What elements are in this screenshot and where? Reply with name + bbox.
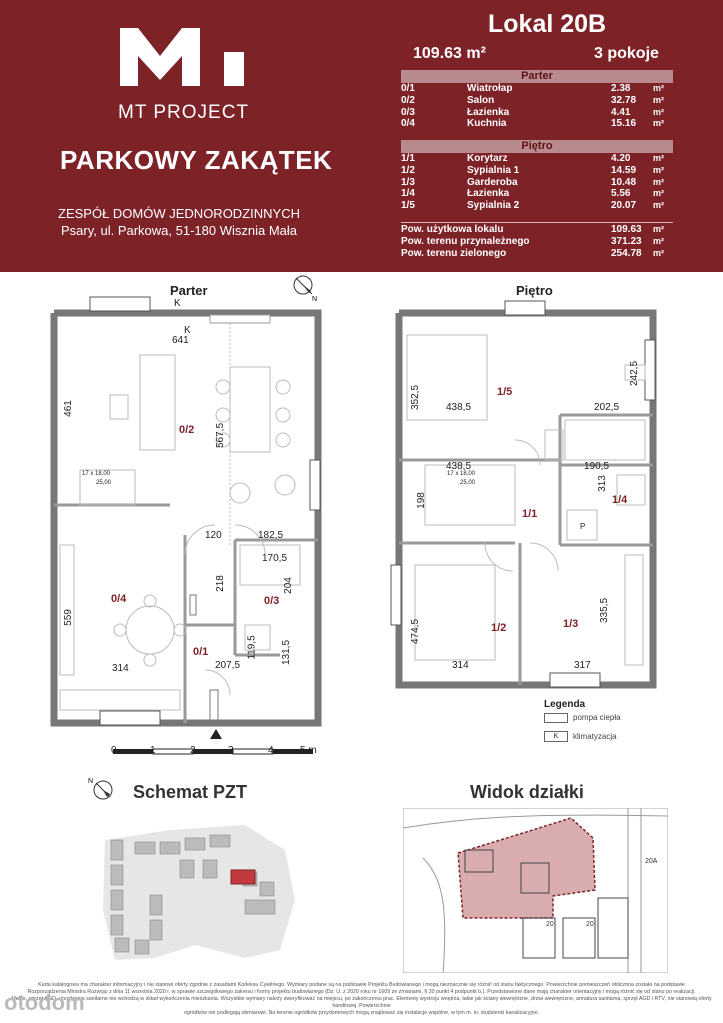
summary-value: 109.63 xyxy=(611,224,642,235)
legend-swatch-heat-pump xyxy=(544,713,568,723)
dim-pietro-317: 317 xyxy=(574,660,591,671)
scale-tick-5: 5 m xyxy=(300,745,317,756)
area-unit: m² xyxy=(653,224,664,234)
dim-parter-width: 641 xyxy=(172,335,189,346)
subtitle-line-2: Psary, ul. Parkowa, 51-180 Wisznia Mała xyxy=(60,223,298,238)
area-unit: m² xyxy=(653,188,664,199)
svg-text:N: N xyxy=(312,296,318,302)
pzt-section-title: Schemat PZT xyxy=(133,782,248,802)
section-header-pietro: Piętro xyxy=(401,140,673,153)
room-area: 10.48 xyxy=(611,176,637,188)
scale-tick-4: 4 xyxy=(268,745,274,756)
area-unit: m² xyxy=(653,200,664,211)
room-0-4: 0/4 xyxy=(111,593,127,605)
room-area: 4.41 xyxy=(611,106,631,118)
room-1-3: 1/3 xyxy=(563,618,579,630)
room-0-1: 0/1 xyxy=(193,646,209,658)
room-1-4: 1/4 xyxy=(612,494,628,506)
section-header-parter: Parter xyxy=(401,70,673,83)
summary-value: 371.23 xyxy=(611,235,642,247)
summary-value: 254.78 xyxy=(611,247,642,259)
room-code: 1/3 xyxy=(401,176,415,188)
room-name: Łazienka xyxy=(467,106,510,118)
dim-pietro-198: 198 xyxy=(415,492,427,509)
dim-parter-120: 120 xyxy=(205,530,222,541)
area-row xyxy=(401,165,673,177)
legend-item-heat-pump: pompa ciepła xyxy=(573,713,621,722)
area-row xyxy=(401,107,673,119)
pietro-plan-title: Piętro xyxy=(516,283,553,298)
footer-line-2: Rozporządzenia Ministra Rozwoju z dnia 11 września 2020 r. w sprawie szczegółowego zakresu i formy projektu budowlanego (Dz. U. z 2020 roku nr 1609 ze zmianami, § 20 punkt 4 podpunkt b.). Przedstawione dane mają charakter orientacyjny i mogą różnić się od stanu po realizacji. xyxy=(27,989,696,995)
area-row xyxy=(401,83,673,95)
scale-bar xyxy=(108,729,323,759)
room-code: 1/4 xyxy=(401,188,415,200)
dim-pietro-438-a: 438,5 xyxy=(446,402,472,413)
parter-floor-plan xyxy=(40,295,340,745)
area-unit: m² xyxy=(653,235,664,246)
dim-pietro-242: 242,5 xyxy=(629,360,641,387)
scale-tick-1: 1 xyxy=(150,745,156,756)
unit-area: 109.63 m² xyxy=(413,45,486,62)
area-unit: m² xyxy=(653,153,664,163)
area-row xyxy=(401,200,673,212)
area-table-summary xyxy=(401,222,673,259)
room-name: Kuchnia xyxy=(467,118,507,130)
dim-parter-314: 314 xyxy=(112,663,129,674)
plot-view-map xyxy=(403,808,668,973)
room-code: 1/2 xyxy=(401,164,415,176)
summary-row xyxy=(401,236,673,248)
dim-pietro-352: 352,5 xyxy=(410,384,422,411)
room-name: Sypialnia 2 xyxy=(467,200,520,212)
dim-parter-567: 567,5 xyxy=(215,422,227,449)
summary-name: Pow. użytkowa lokalu xyxy=(401,224,504,235)
pietro-stairs-label: 17 x 18,00 xyxy=(447,471,476,477)
dim-parter-207: 207,5 xyxy=(215,660,241,671)
room-area: 15.16 xyxy=(611,118,637,130)
plot-label-3: 20 xyxy=(586,921,594,928)
unit-title: Lokal 20B xyxy=(488,10,607,38)
room-1-5: 1/5 xyxy=(497,386,513,398)
room-name: Łazienka xyxy=(467,188,510,200)
room-code: 0/1 xyxy=(401,83,415,94)
summary-name: Pow. terenu przynależnego xyxy=(401,235,530,247)
area-row xyxy=(401,188,673,200)
area-unit: m² xyxy=(653,176,664,187)
room-area: 2.38 xyxy=(611,83,631,94)
dim-parter-170: 170,5 xyxy=(262,553,288,564)
dim-pietro-314: 314 xyxy=(452,660,469,671)
mt-logo-icon xyxy=(120,28,246,90)
room-name: Wiatrołap xyxy=(467,83,513,94)
summary-row xyxy=(401,248,673,260)
room-name: Salon xyxy=(467,94,495,106)
dim-pietro-202: 202,5 xyxy=(594,402,620,413)
footer-line-1: Karta katalogowa ma charakter informacyjny i nie stanowi oferty zgodnie z zasadami Kodeksu Cywilnego. Wymiary podane są na podstawie Projektu Budowlanego i mogą nieznacznie się różnić od stanu faktycznego. Powierzchnie pomieszczeń obliczona została na podstawie xyxy=(38,982,685,988)
area-table-pietro xyxy=(401,140,673,212)
heat-pump-marker: P xyxy=(580,522,586,531)
brand-name: MT PROJECT xyxy=(118,102,250,123)
dim-parter-131: 131,5 xyxy=(281,639,293,666)
area-row xyxy=(401,177,673,189)
pzt-site-map xyxy=(95,820,305,965)
pietro-stairs-label-2: 25,00 xyxy=(460,480,476,486)
area-row xyxy=(401,118,673,130)
plot-section-title: Widok działki xyxy=(470,782,584,802)
legend-item-ac: klimatyzacja xyxy=(573,732,617,741)
room-area: 14.59 xyxy=(611,164,637,176)
area-unit: m² xyxy=(653,118,664,129)
stairs-label: 17 x 18,00 xyxy=(82,471,111,477)
otodom-watermark: otodom xyxy=(4,990,85,1015)
scale-tick-2: 2 xyxy=(190,745,196,756)
footer-line-4: ogródków nie podlegają obmiarowi. Na terenie ogródków przydomowych mogą znajdować się instalacje wspólne, w tym m. in. studzienki kanalizacyjne. xyxy=(183,1010,540,1016)
room-1-2: 1/2 xyxy=(491,622,507,634)
parter-plan-title: Parter xyxy=(170,283,208,298)
room-area: 32.78 xyxy=(611,94,637,106)
room-name: Korytarz xyxy=(467,153,508,164)
dim-parter-182: 182,5 xyxy=(258,530,284,541)
area-unit: m² xyxy=(653,106,664,117)
area-table-parter xyxy=(401,70,673,130)
footer-line-3: Meble, sprzęt AGD, urządzenia sanitarne nie wchodzą w skład wykończenia mieszkania. Wszystkie wymiary należy zweryfikować na miejscu, po zakończeniu prac. Elementy wystroju wnętrza, takie jak ściany wewnętrzne, drzwi wewnętrzne, armatura sanitarna, sprzęt AGD i RTV, nie stanowią oferty handlowej. Powierzchnie xyxy=(11,996,712,1009)
dim-parter-204: 204 xyxy=(282,577,294,594)
summary-row xyxy=(401,224,673,236)
header-banner xyxy=(0,0,723,272)
legend-swatch-ac: K xyxy=(544,731,568,742)
dim-pietro-438-b: 438,5 xyxy=(446,461,472,472)
room-code: 0/4 xyxy=(401,118,415,130)
dim-pietro-190: 190,5 xyxy=(584,461,610,472)
room-name: Garderoba xyxy=(467,176,518,188)
summary-name: Pow. terenu zielonego xyxy=(401,247,507,259)
room-area: 20.07 xyxy=(611,200,637,212)
scale-tick-0: 0 xyxy=(111,745,117,756)
room-code: 1/5 xyxy=(401,200,415,212)
room-0-3: 0/3 xyxy=(264,595,280,607)
room-1-1: 1/1 xyxy=(522,508,538,520)
room-0-2: 0/2 xyxy=(179,424,195,436)
footer-disclaimer xyxy=(10,982,713,1017)
room-area: 5.56 xyxy=(611,188,631,200)
area-unit: m² xyxy=(653,247,664,258)
scale-tick-3: 3 xyxy=(228,745,234,756)
room-name: Sypialnia 1 xyxy=(467,164,520,176)
svg-text:N: N xyxy=(88,778,94,785)
dim-parter-119: 119,5 xyxy=(246,635,258,660)
subtitle-line-1: ZESPÓŁ DOMÓW JEDNORODZINNYCH xyxy=(58,206,300,221)
area-unit: m² xyxy=(653,164,664,175)
pietro-floor-plan xyxy=(385,295,665,745)
legend-title: Legenda xyxy=(544,699,586,710)
compass-icon-pzt xyxy=(88,775,118,805)
plot-label-1: 20 xyxy=(546,921,554,928)
ac-unit-label: K xyxy=(174,298,181,309)
dim-parter-461: 461 xyxy=(62,400,74,417)
project-title: PARKOWY ZAKĄTEK xyxy=(60,145,333,175)
room-code: 1/1 xyxy=(401,153,415,164)
area-unit: m² xyxy=(653,83,664,93)
ac-unit-label-2: K xyxy=(184,325,191,336)
dim-pietro-335: 335,5 xyxy=(599,597,611,624)
stairs-label-2: 25,00 xyxy=(96,480,112,486)
dim-parter-559: 559 xyxy=(62,609,74,626)
project-subtitle xyxy=(44,205,314,239)
dim-pietro-474: 474,5 xyxy=(410,618,422,645)
room-code: 0/2 xyxy=(401,94,415,106)
dim-parter-218: 218 xyxy=(214,575,226,592)
plot-label-2: 20A xyxy=(645,858,658,865)
dim-pietro-313: 313 xyxy=(596,475,608,492)
unit-rooms: 3 pokoje xyxy=(594,45,659,62)
room-area: 4.20 xyxy=(611,153,631,164)
room-code: 0/3 xyxy=(401,106,415,118)
area-row xyxy=(401,95,673,107)
area-row xyxy=(401,153,673,165)
area-unit: m² xyxy=(653,94,664,105)
